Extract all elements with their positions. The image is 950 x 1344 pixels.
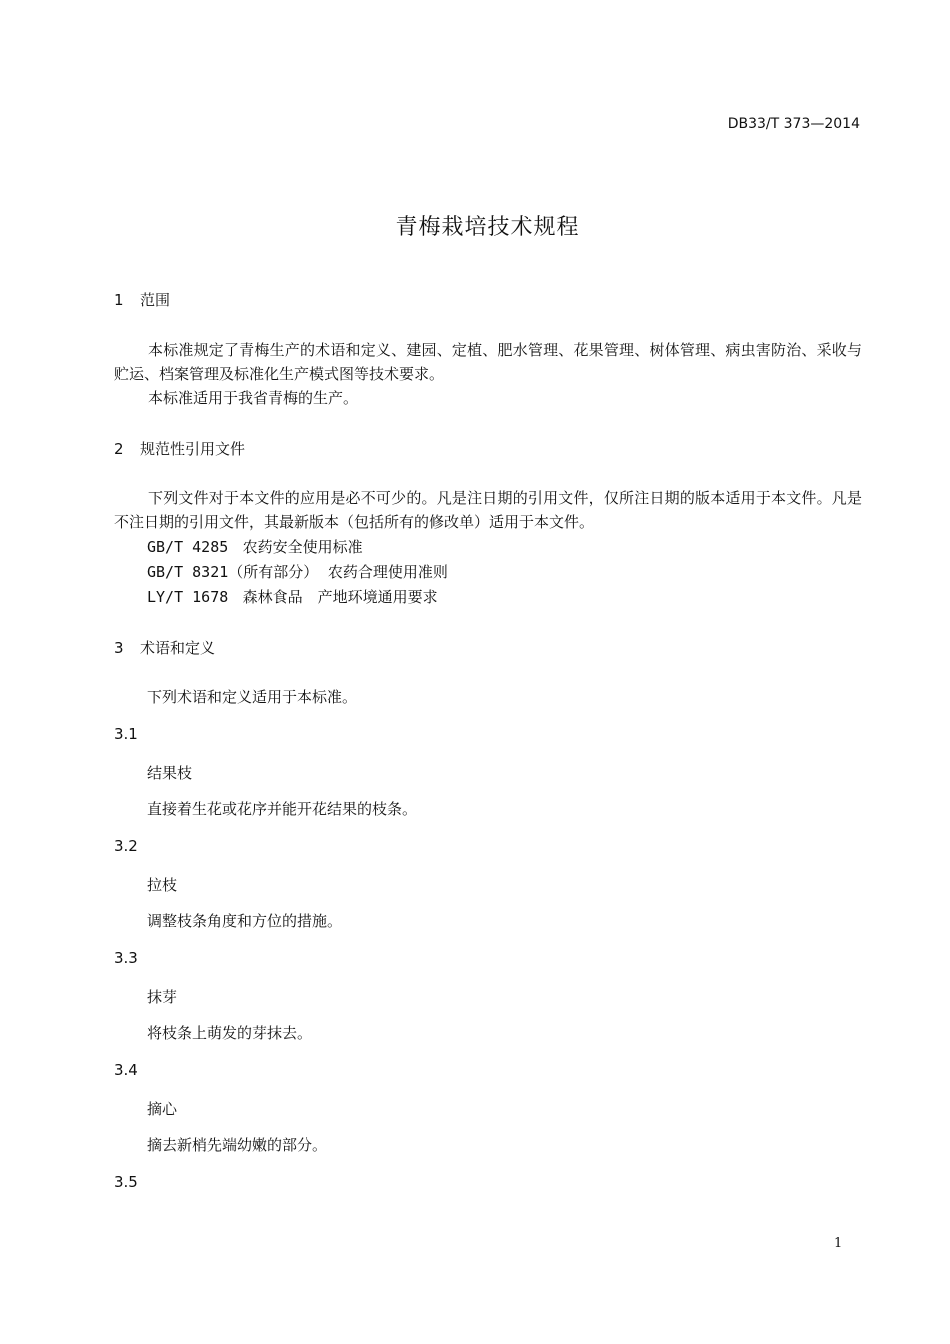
term-name: 摘心 bbox=[147, 1100, 178, 1118]
document-code: DB33/T 373—2014 bbox=[727, 116, 860, 132]
term-definition: 调整枝条角度和方位的措施。 bbox=[147, 912, 343, 930]
section-number: 3 bbox=[114, 639, 124, 657]
section-1-heading bbox=[114, 289, 170, 310]
reference-item bbox=[147, 585, 438, 609]
section-3-heading bbox=[114, 637, 215, 658]
term-name: 拉枝 bbox=[147, 876, 178, 894]
section-number: 1 bbox=[114, 291, 124, 309]
section-title: 规范性引用文件 bbox=[140, 440, 246, 458]
clause-number: 3.5 bbox=[114, 1173, 138, 1191]
clause-number: 3.2 bbox=[114, 837, 138, 855]
reference-title: 农药安全使用标准 bbox=[242, 538, 363, 556]
clause-number: 3.3 bbox=[114, 949, 138, 967]
section-1-paragraph-2: 本标准适用于我省青梅的生产。 bbox=[148, 389, 359, 407]
reference-code: GB/T 8321（所有部分） bbox=[147, 563, 319, 581]
term-definition: 将枝条上萌发的芽抹去。 bbox=[147, 1024, 313, 1042]
section-2-paragraph: 下列文件对于本文件的应用是必不可少的。凡是注日期的引用文件，仅所注日期的版本适用于本文件。凡是不注日期的引用文件，其最新版本（包括所有的修改单）适用于本文件。 bbox=[114, 489, 862, 531]
term-definition: 直接着生花或花序并能开花结果的枝条。 bbox=[147, 800, 418, 818]
section-title: 范围 bbox=[140, 291, 171, 309]
section-title: 术语和定义 bbox=[140, 639, 216, 657]
reference-title: 农药合理使用准则 bbox=[327, 563, 448, 581]
reference-item bbox=[147, 560, 448, 584]
reference-code: LY/T 1678 bbox=[147, 588, 229, 606]
reference-title: 森林食品 产地环境通用要求 bbox=[242, 588, 438, 606]
section-3-intro: 下列术语和定义适用于本标准。 bbox=[147, 688, 358, 706]
reference-item bbox=[147, 535, 363, 559]
document-title: 青梅栽培技术规程 bbox=[395, 215, 580, 240]
section-number: 2 bbox=[114, 440, 124, 458]
reference-code: GB/T 4285 bbox=[147, 538, 229, 556]
term-definition: 摘去新梢先端幼嫩的部分。 bbox=[147, 1136, 328, 1154]
section-2-heading bbox=[114, 438, 245, 459]
term-name: 抹芽 bbox=[147, 988, 178, 1006]
page-number: 1 bbox=[834, 1236, 843, 1251]
section-1-paragraph-1: 本标准规定了青梅生产的术语和定义、建园、定植、肥水管理、花果管理、树体管理、病虫害防治、采收与贮运、档案管理及标准化生产模式图等技术要求。 bbox=[114, 341, 862, 383]
clause-number: 3.4 bbox=[114, 1061, 138, 1079]
clause-number: 3.1 bbox=[114, 725, 138, 743]
term-name: 结果枝 bbox=[147, 764, 193, 782]
